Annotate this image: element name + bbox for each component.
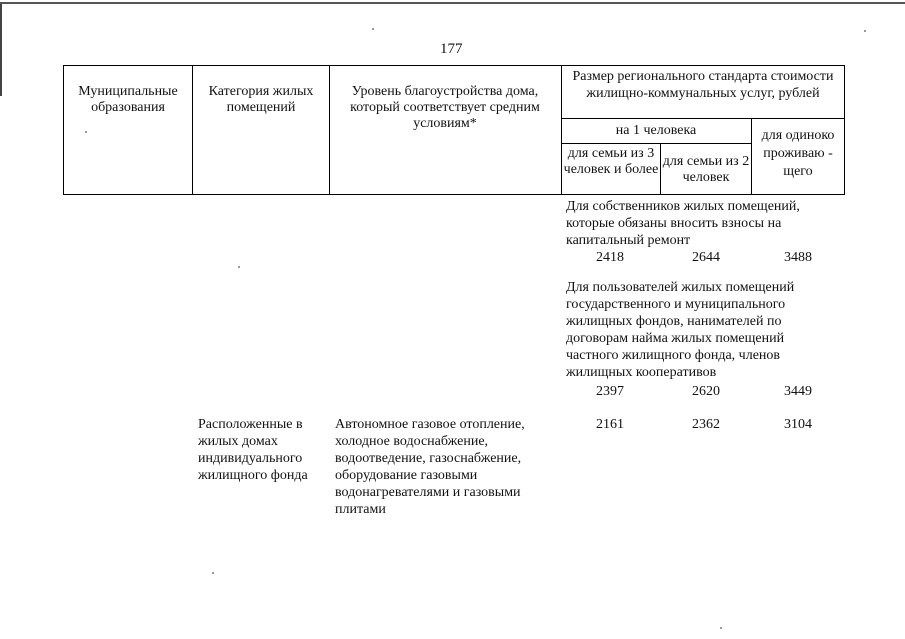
section-owners-family3: 2418 <box>596 250 624 265</box>
rule <box>63 65 845 66</box>
rule <box>63 65 64 195</box>
rule <box>660 143 661 195</box>
section-users-family2: 2620 <box>692 384 720 399</box>
rule <box>192 65 193 195</box>
scan-speck <box>372 28 374 30</box>
rule <box>561 65 562 195</box>
scan-border-left <box>0 4 2 96</box>
scan-speck <box>864 30 866 32</box>
section-owners-single: 3488 <box>784 250 812 265</box>
header-family3: для семьи из 3 человек и более <box>563 146 659 177</box>
page-number: 177 <box>440 41 463 57</box>
row-single: 3104 <box>784 417 812 432</box>
header-single: для одиноко проживаю - щего <box>761 128 835 179</box>
section-users-single: 3449 <box>784 384 812 399</box>
section-owners-title: Для собственников жилых помещений, которые обязаны вносить взносы на капитальный ремонт <box>566 199 800 248</box>
row-category: Расположенные в жилых домах индивидуального жилищного фонда <box>198 417 308 483</box>
scan-border-top <box>0 2 905 4</box>
rule <box>561 143 751 144</box>
section-users-family3: 2397 <box>596 384 624 399</box>
header-per-person: на 1 человека <box>615 123 697 138</box>
header-level: Уровень благоустройства дома, который соответствует средним условиям* <box>350 84 540 131</box>
scan-speck <box>720 627 722 629</box>
rule <box>63 194 845 195</box>
scan-speck <box>212 572 214 574</box>
rule <box>751 118 752 195</box>
header-family2: для семьи из 2 человек <box>662 154 750 185</box>
rule <box>561 118 845 119</box>
row-family2: 2362 <box>692 417 720 432</box>
scan-speck <box>238 266 240 268</box>
row-family3: 2161 <box>596 417 624 432</box>
rule <box>329 65 330 195</box>
row-level: Автономное газовое отопление, холодное водоснабжение, водоотведение, газоснабжение, оборудование газовыми водонагревателями и газовыми плитами <box>335 417 525 517</box>
rule <box>844 65 845 195</box>
header-standard-size: Размер регионального стандарта стоимости жилищно-коммунальных услуг, рублей <box>572 69 834 101</box>
section-owners-family2: 2644 <box>692 250 720 265</box>
section-users-title: Для пользователей жилых помещений государственного и муниципального жилищных фондов, нанимателей по договорам найма жилых помещений частного жилищного фонда, членов жилищных кооперативов <box>566 280 795 380</box>
header-category: Категория жилых помещений <box>208 84 314 115</box>
header-municipal: Муниципальные образования <box>78 84 178 115</box>
scan-speck <box>85 131 87 133</box>
